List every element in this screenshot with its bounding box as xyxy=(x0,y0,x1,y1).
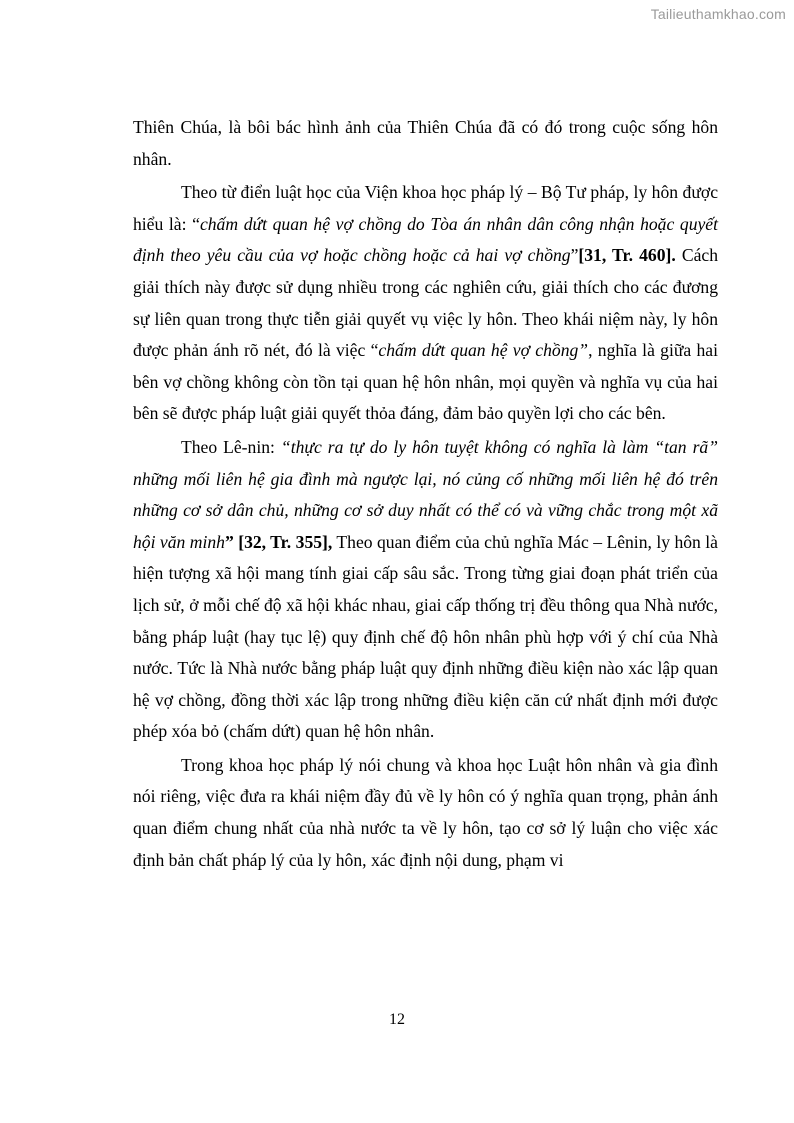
paragraph-2-text: Cách giải thích này được sử dụng nhiều trong các nghiên cứu, giải thích cho các đương sự liên quan trong thực tiễn giải quyết vụ việc ly hôn. Theo khái niệm này, ly hôn được phản ánh rõ nét, đó là việc “ xyxy=(133,245,718,361)
paragraph-3-text: Theo quan điểm của chủ nghĩa Mác – Lênin, ly hôn là hiện tượng xã hội mang tính giai cấp sâu sắc. Trong từng giai đoạn phát triển của lịch sử, ở mỗi chế độ xã hội khác nhau, giai cấp thống trị đều thông qua Nhà nước, bằng pháp luật (hay tục lệ) quy định chế độ hôn nhân phù hợp với ý chí của Nhà nước. Tức là Nhà nước bằng pháp luật quy định những điều kiện nào xác lập quan hệ vợ chồng, đồng thời xác lập trong những điều kiện căn cứ nhất định mới được phép xóa bỏ (chấm dứt) quan hệ hôn nhân. xyxy=(133,531,718,742)
emphasis-quote: chấm dứt quan hệ vợ chồng” xyxy=(378,340,589,361)
paragraph-3 xyxy=(133,432,718,748)
paragraph-2 xyxy=(133,177,718,430)
document-body xyxy=(133,112,718,878)
closing-quote-mark: ” xyxy=(570,245,579,266)
paragraph-2-text: Theo từ điển luật học của Viện khoa học pháp lý – Bộ Tư pháp, ly hôn được hiểu là: “ xyxy=(133,182,718,234)
paragraph-2-text: , nghĩa là giữa hai bên vợ chồng không còn tồn tại quan hệ hôn nhân, mọi quyền và nghĩa vụ của hai bên sẽ được pháp luật giải quyết thỏa đáng, đảm bảo quyền lợi cho các bên. xyxy=(133,340,719,424)
paragraph-3-text: Theo Lê-nin: xyxy=(181,436,281,457)
watermark: Tailieuthamkhao.com xyxy=(650,6,786,22)
citation-31: [31, Tr. 460]. xyxy=(578,245,676,266)
paragraph-1: Thiên Chúa, là bôi bác hình ảnh của Thiên Chúa đã có đó trong cuộc sống hôn nhân. xyxy=(133,117,718,169)
page-number: 12 xyxy=(389,1011,405,1028)
citation-32: ” [32, Tr. 355], xyxy=(224,531,333,552)
lenin-quote: “thực ra tự do ly hôn tuyệt không có nghĩa là làm “tan rã” những mối liên hệ gia đình mà ngược lại, nó củng cố những mối liên hệ đó trên những cơ sở dân chủ, những cơ sở duy nhất có thể có và vững chắc trong một xã hội văn minh xyxy=(133,436,718,552)
paragraph-4: Trong khoa học pháp lý nói chung và khoa học Luật hôn nhân và gia đình nói riêng, việc đưa ra khái niệm đầy đủ về ly hôn có ý nghĩa quan trọng, phản ánh quan điểm chung nhất của nhà nước ta về ly hôn, tạo cơ sở lý luận cho việc xác định bản chất pháp lý của ly hôn, xác định nội dung, phạm vi xyxy=(133,754,718,870)
definition-quote: chấm dứt quan hệ vợ chồng do Tòa án nhân dân công nhận hoặc quyết định theo yêu cầu của vợ hoặc chồng hoặc cả hai vợ chồng xyxy=(133,213,718,266)
